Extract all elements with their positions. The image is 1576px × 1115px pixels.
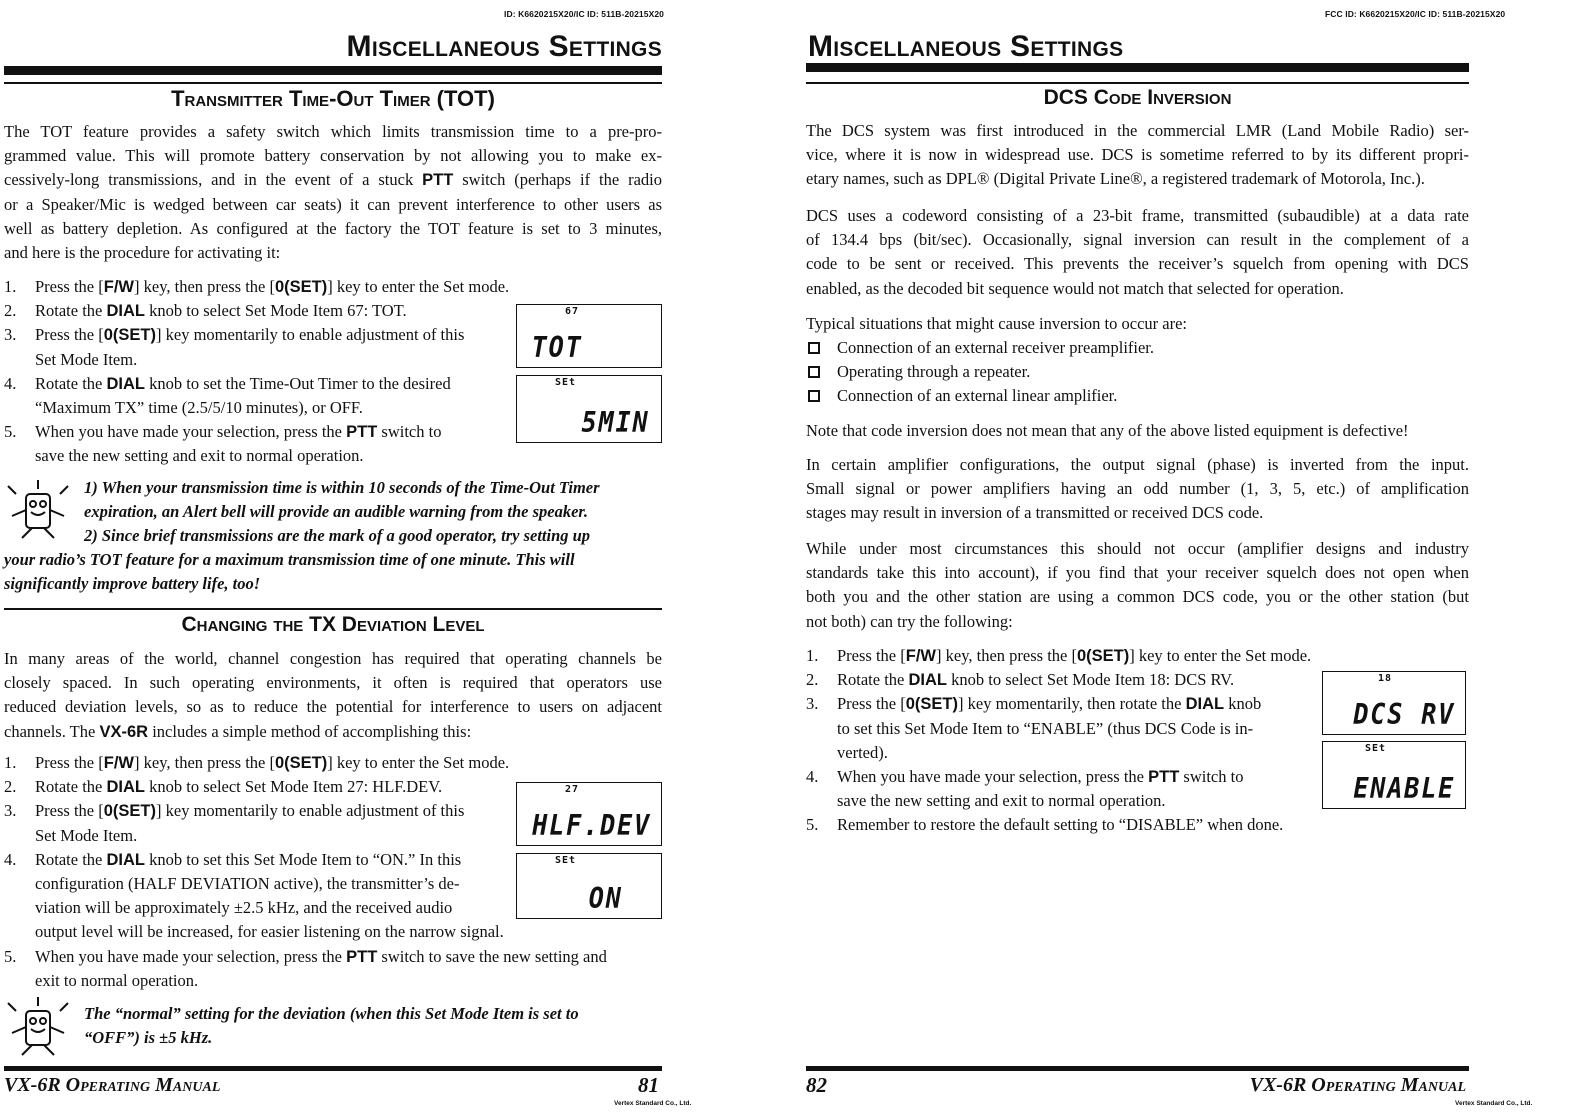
text-line: code to be sent or received. This prevents the receiver’s squelch from opening with DCS	[806, 254, 1469, 274]
footer-manual-title: VX-6R Operating Manual	[4, 1074, 221, 1096]
step-text: Remember to restore the default setting to “DISABLE” when done.	[837, 815, 1284, 835]
dev-heading: Changing the TX Deviation Level	[181, 613, 485, 636]
page-number: 81	[638, 1073, 659, 1097]
lcd-set-label: SEt	[555, 855, 577, 866]
footer-rule	[806, 1066, 1469, 1071]
bullet-text: Connection of an external linear amplifier.	[837, 386, 1118, 406]
step-text: save the new setting and exit to normal operation.	[837, 791, 1166, 811]
lcd-display-set	[516, 853, 662, 919]
step-text: save the new setting and exit to normal operation.	[35, 446, 364, 466]
step-number: 1.	[4, 753, 17, 772]
lcd-display-hlfdev	[516, 782, 662, 846]
lcd-item-number: 27	[565, 784, 580, 795]
lcd-value: ENABLE	[1353, 772, 1455, 805]
text-line: etary names, such as DPL® (Digital Private Line®, a registered trademark of Motorola, Inc.).	[806, 169, 1425, 189]
step-number: 2.	[4, 301, 17, 321]
text-line: The TOT feature provides a safety switch which limits transmission time to a pre-pro-	[4, 122, 662, 141]
checkbox-icon	[808, 366, 820, 378]
footer-manual-title: VX-6R Operating Manual	[1249, 1074, 1466, 1096]
text-line: grammed value. This will promote battery conservation by not allowing you to make ex-	[4, 146, 662, 166]
step-text: Press the [F/W] key, then press the [0(SET)] key to enter the Set mode.	[35, 753, 510, 772]
text-line: closely spaced. In such operating environments, it often is required that operators use	[4, 673, 662, 693]
step-number: 1.	[4, 277, 17, 296]
checkbox-icon	[808, 390, 820, 402]
text-line: reduced deviation levels, so as to reduce the potential for interference to users on adjacent	[4, 697, 662, 717]
step-text: When you have made your selection, press the PTT switch to save the new setting and	[35, 946, 607, 966]
step-text: Rotate the DIAL knob to set this Set Mode Item to “ON.” In this	[35, 849, 462, 869]
page-82	[805, 0, 1576, 1115]
step-text: Rotate the DIAL knob to select Set Mode Item 18: DCS RV.	[837, 670, 1235, 690]
step-text: Rotate the DIAL knob to set the Time-Out Timer to the desired	[35, 373, 451, 393]
fcc-id: FCC ID: K6620215X20/IC ID: 511B-20215X20	[1325, 9, 1506, 19]
lcd-value: HLF.DEV	[532, 809, 651, 842]
step-text: “Maximum TX” time (2.5/5/10 minutes), or OFF.	[35, 398, 363, 417]
section-title: Miscellaneous Settings	[346, 30, 662, 63]
text-line: In many areas of the world, channel congestion has required that operating channels be	[4, 649, 662, 668]
step-number: 1.	[806, 646, 819, 665]
vertex-credit: Vertex Standard Co., Ltd.	[614, 1100, 692, 1107]
step-text: exit to normal operation.	[35, 970, 199, 990]
lcd-display-set	[516, 375, 662, 443]
lcd-set-label: SEt	[555, 377, 577, 388]
note-line: your radio’s TOT feature for a maximum transmission time of one minute. This will	[4, 550, 575, 569]
text-line: DCS uses a codeword consisting of a 23-bit frame, transmitted (subaudible) at a data rate	[806, 206, 1469, 225]
text-line: of 134.4 bps (bit/sec). Occasionally, signal inversion can result in the complement of a	[806, 230, 1469, 250]
subhead-rule	[806, 82, 1469, 84]
step-text: to set this Set Mode Item to “ENABLE” (thus DCS Code is in-	[837, 718, 1254, 738]
note-line: The “normal” setting for the deviation (when this Set Mode Item is set to	[84, 1004, 579, 1023]
bullet-text: Operating through a repeater.	[837, 362, 1031, 382]
step-text: Set Mode Item.	[35, 349, 138, 369]
step-number: 3.	[806, 694, 819, 714]
lcd-item-number: 67	[565, 306, 580, 317]
section-title: Miscellaneous Settings	[808, 30, 1124, 63]
text-line: Typical situations that might cause inversion to occur are:	[806, 314, 1187, 333]
text-line: Small signal or power amplifiers having an odd number (1, 3, 5, etc.) of amplification	[806, 479, 1469, 499]
step-text: output level will be increased, for easier listening on the narrow signal.	[35, 922, 504, 942]
step-number: 4.	[4, 849, 17, 869]
dcs-heading: DCS Code Inversion	[1043, 86, 1232, 109]
step-number: 2.	[4, 777, 17, 797]
text-line: standards take this into account), if you find that your receiver squelch does not open when	[806, 563, 1469, 583]
subhead-rule	[4, 608, 662, 610]
step-number: 4.	[4, 373, 17, 393]
step-number: 5.	[4, 422, 17, 442]
note-line: significantly improve battery life, too!	[4, 574, 261, 593]
note-line: “OFF”) is ±5 kHz.	[84, 1028, 213, 1048]
step-text: Press the [F/W] key, then press the [0(SET)] key to enter the Set mode.	[35, 277, 510, 296]
text-line: The DCS system was first introduced in the commercial LMR (Land Mobile Radio) ser-	[806, 121, 1469, 140]
step-text: Rotate the DIAL knob to select Set Mode Item 27: HLF.DEV.	[35, 777, 443, 797]
text-line: In certain amplifier configurations, the output signal (phase) is inverted from the input.	[806, 455, 1469, 474]
text-line: While under most circumstances this should not occur (amplifier designs and industry	[806, 539, 1469, 558]
checkbox-icon	[808, 342, 820, 354]
text-line: both you and the other station are using a common DCS code, you or the other station (but	[806, 587, 1469, 607]
lcd-item-number: 18	[1378, 673, 1393, 684]
page-number: 82	[806, 1073, 827, 1097]
text-line: enabled, as the decoded bit sequence would not match that selected for operation.	[806, 278, 1344, 298]
step-number: 5.	[806, 815, 819, 835]
text-line: not both) can try the following:	[806, 611, 1013, 631]
step-text: When you have made your selection, press the PTT switch to	[35, 422, 442, 442]
step-number: 3.	[4, 325, 17, 345]
fcc-id: ID: K6620215X20/IC ID: 511B-20215X20	[504, 9, 665, 19]
note-line: 1) When your transmission time is within 10 seconds of the Time-Out Timer	[84, 478, 600, 497]
step-text: Rotate the DIAL knob to select Set Mode Item 67: TOT.	[35, 301, 407, 321]
step-number: 4.	[806, 767, 819, 786]
text-line: channels. The VX-6R includes a simple method of accomplishing this:	[4, 721, 472, 741]
note-line: expiration, an Alert bell will provide an audible warning from the speaker.	[84, 502, 589, 521]
footer-rule	[4, 1066, 662, 1071]
page-81	[0, 0, 700, 1115]
step-text: configuration (HALF DEVIATION active), the transmitter’s de-	[35, 874, 460, 893]
note-line: 2) Since brief transmissions are the mark of a good operator, try setting up	[84, 526, 591, 545]
text-line: stages may result in inversion of a transmitted or received DCS code.	[806, 503, 1264, 523]
text-line: Note that code inversion does not mean that any of the above listed equipment is defective!	[806, 421, 1409, 440]
lcd-display-dcsrv	[1322, 671, 1466, 735]
step-text: Press the [0(SET)] key momentarily to enable adjustment of this	[35, 801, 465, 821]
step-text: Press the [0(SET)] key momentarily, then rotate the DIAL knob	[837, 694, 1262, 714]
radio-mascot-icon	[4, 997, 74, 1057]
text-line: or a Speaker/Mic is wedged between car seats) it can prevent interference to other users as	[4, 194, 662, 214]
text-line: cessively-long transmissions, and in the event of a stuck PTT switch (perhaps if the radio	[4, 170, 663, 190]
vertex-credit: Vertex Standard Co., Ltd.	[1455, 1100, 1533, 1107]
step-number: 3.	[4, 801, 17, 821]
lcd-value: ON	[589, 882, 623, 915]
bullet-text: Connection of an external receiver preamplifier.	[837, 338, 1155, 357]
step-text: Set Mode Item.	[35, 825, 138, 845]
lcd-value: TOT	[532, 331, 583, 364]
step-text: When you have made your selection, press the PTT switch to	[837, 767, 1244, 786]
step-text: Press the [F/W] key, then press the [0(SET)] key to enter the Set mode.	[837, 646, 1312, 665]
title-rule	[806, 63, 1469, 72]
tot-heading: Transmitter Time-Out Timer (TOT)	[171, 86, 495, 111]
subhead-rule	[4, 82, 662, 84]
step-text: verted).	[837, 742, 888, 762]
radio-mascot-icon	[4, 480, 74, 540]
text-line: well as battery depletion. As configured at the factory the TOT feature is set to 3 minutes,	[4, 218, 662, 238]
lcd-value: DCS RV	[1353, 698, 1455, 731]
step-number: 5.	[4, 946, 17, 966]
lcd-display-set	[1322, 741, 1466, 809]
lcd-set-label: SEt	[1365, 743, 1387, 754]
step-number: 2.	[806, 670, 819, 690]
text-line: vice, where it is now in widespread use. DCS is sometime referred to by its different propri-	[806, 145, 1469, 165]
text-line: and here is the procedure for activating it:	[4, 243, 281, 262]
step-text: viation will be approximately ±2.5 kHz, and the received audio	[35, 898, 453, 918]
title-rule	[4, 66, 662, 75]
lcd-value: 5MIN	[581, 406, 649, 439]
step-text: Press the [0(SET)] key momentarily to enable adjustment of this	[35, 325, 465, 345]
lcd-display-tot	[516, 304, 662, 368]
